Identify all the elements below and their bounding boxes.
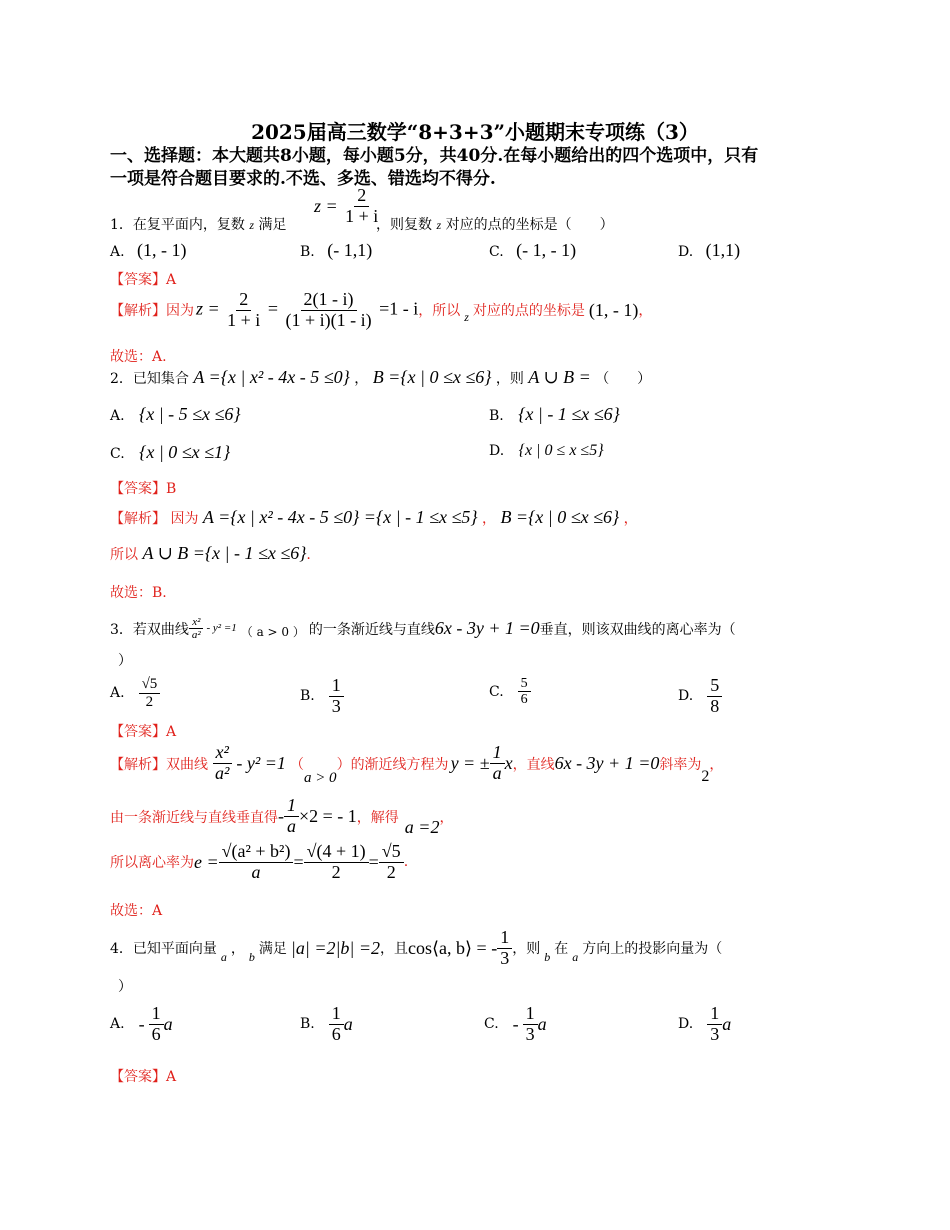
q4-vector-b: b <box>248 949 255 964</box>
q4-opt-d <box>678 1004 731 1045</box>
q1-formula <box>314 186 381 227</box>
q3-analysis-eccentricity <box>194 842 404 883</box>
q3-analysis-asym-x: x <box>504 753 513 773</box>
q1-opt-c <box>489 240 576 261</box>
q1-analysis-frac1-den: 1 + i <box>227 309 261 330</box>
q2-opt-d-value: {x | 0 ≤ x ≤5} <box>518 442 604 459</box>
q3-analysis-cond-r: ） <box>336 756 351 773</box>
q2-stem <box>110 367 651 388</box>
q3-hyperbola-rest: - y² =1 <box>206 622 237 635</box>
q4-opt-d-frac <box>707 1004 722 1045</box>
q4-stem-post2: 在 <box>554 941 569 958</box>
q3-opt-b-frac <box>329 676 344 717</box>
q4-opt-a-sign: - <box>138 1013 145 1034</box>
q1-analysis-eq: = <box>267 298 278 319</box>
q3-stem-pre: 3．若双曲线 <box>110 621 189 638</box>
q3-analysis-e-frac3 <box>379 842 404 883</box>
q3-opt-c-den: 6 <box>520 692 528 708</box>
q3-analysis-l2-frac <box>284 796 299 837</box>
q1-analysis-z: z = <box>196 298 220 319</box>
q3-analysis-e2-num: √(4 + 1) <box>304 842 369 863</box>
q3-analysis-e-frac1 <box>219 842 294 883</box>
q4-opt-d-den: 3 <box>710 1023 720 1044</box>
q1-analysis <box>110 290 652 331</box>
q2-analysis-label: 【解析】 <box>110 511 166 527</box>
q2-opt-c-value: {x | 0 ≤x ≤1} <box>139 442 231 462</box>
q1-analysis-label: 【解析】 <box>110 303 166 320</box>
q3-opt-a-den: 2 <box>145 693 154 710</box>
q1-opt-b-value: (- 1,1) <box>327 240 373 260</box>
q3-opt-d-label: D. <box>678 688 694 705</box>
q2-set-b: B ={x | 0 ≤x ≤6} <box>372 367 492 387</box>
q3-analysis-eq2: = <box>368 851 379 872</box>
q2-opt-b-label: B. <box>489 408 504 424</box>
q2-opt-d-label: D. <box>489 443 505 459</box>
q3-analysis-asym-den: a <box>492 763 502 783</box>
q1-analysis-result: =1 - i <box>379 298 419 319</box>
q3-analysis-line: 6x - 3y + 1 =0 <box>554 753 660 773</box>
q3-answer-label: 【答案】 <box>110 724 166 740</box>
q1-analysis-pre: 因为 <box>166 303 194 320</box>
q3-analysis-pre: 双曲线 <box>166 756 208 773</box>
q3-analysis-l2-result: a =2 <box>404 817 440 837</box>
q2-opt-c <box>110 442 230 463</box>
q3-analysis-e: e = <box>194 851 219 872</box>
q1-opt-a-label: A. <box>110 244 125 260</box>
q4-opt-a-den: 6 <box>151 1023 161 1044</box>
q2-analysis-pre: 因为 <box>170 511 199 527</box>
q3-opt-a-num: √5 <box>139 676 161 694</box>
q4-opt-b <box>300 1004 353 1045</box>
q1-choose-value: A. <box>152 349 167 365</box>
q3-hyperbola-num: x² <box>189 616 203 629</box>
q2-opt-a-label: A. <box>110 408 125 424</box>
q1-analysis-mid: ，所以 <box>418 303 461 320</box>
q3-analysis-line2 <box>110 795 453 838</box>
q2-choose-label: 故选： <box>110 585 152 601</box>
q1-opt-a-value: (1, - 1) <box>137 240 187 260</box>
q1-choose-label: 故选： <box>110 349 152 365</box>
q3-analysis-dot: . <box>403 854 409 871</box>
q4-cos-den: 3 <box>500 947 510 968</box>
q3-analysis-hyp-den: a² <box>215 763 230 783</box>
q4-opt-a-num: 1 <box>149 1004 164 1025</box>
q4-cos: cos⟨a, b⟩ = - <box>408 937 498 958</box>
q3-choose-value: A <box>152 903 163 919</box>
q3-analysis-cond: a > 0 <box>303 770 337 786</box>
q2-comma: ， <box>354 371 369 387</box>
q1-choose <box>110 346 167 366</box>
q4-opt-c-frac <box>523 1004 538 1045</box>
q4-opt-d-vec: a <box>722 1013 732 1034</box>
q1-var-z2: z <box>436 218 442 232</box>
q3-analysis-l2-mid: ，解得 <box>356 809 399 826</box>
q2-opt-c-label: C. <box>110 446 125 462</box>
q3-analysis-asym-frac <box>490 743 505 784</box>
q3-hyperbola-frac <box>189 616 204 641</box>
q2-answer-label: 【答案】 <box>110 481 166 497</box>
q3-choose <box>110 900 162 920</box>
q4-opt-a-vec: a <box>163 1013 173 1034</box>
q4-cos-num: 1 <box>497 928 512 949</box>
q1-formula-num: 2 <box>354 186 369 207</box>
q3-analysis-eq1: = <box>293 851 304 872</box>
q3-analysis-l2-num: 1 <box>284 796 299 817</box>
q1-stem-post2: 对应的点的坐标是（ ） <box>445 217 614 233</box>
q2-stem-post2: （ ） <box>595 371 652 387</box>
q3-analysis-e-frac2 <box>304 842 369 883</box>
q3-answer <box>110 721 176 741</box>
q1-var-z: z <box>249 218 255 232</box>
q3-opt-c-frac <box>518 676 531 708</box>
q2-opt-a-value: {x | - 5 ≤x ≤6} <box>139 404 241 424</box>
q3-choose-label: 故选： <box>110 903 152 919</box>
q4-cos-frac <box>497 928 512 969</box>
q3-analysis-l2-pre: 由一条渐近线与直线垂直得 <box>110 809 278 826</box>
q1-answer <box>110 269 176 289</box>
q2-choose <box>110 582 167 602</box>
q4-opt-b-den: 6 <box>331 1023 341 1044</box>
q2-opt-d <box>489 442 604 460</box>
q1-opt-c-label: C. <box>489 244 504 260</box>
q4-opt-c-den: 3 <box>525 1023 535 1044</box>
q3-opt-c <box>489 676 531 708</box>
q4-opt-a-frac <box>149 1004 164 1045</box>
q1-opt-b-label: B. <box>300 244 315 260</box>
q1-stem <box>110 214 287 234</box>
q3-answer-value: A <box>166 724 177 740</box>
q3-analysis-e1-num: √(a² + b²) <box>219 842 294 863</box>
q1-stem-pre: 1．在复平面内，复数 <box>110 217 245 233</box>
q3-line-eq: 6x - 3y + 1 =0 <box>434 618 540 639</box>
q1-analysis-frac1 <box>224 290 263 331</box>
q4-answer <box>110 1066 176 1086</box>
q1-answer-value: A <box>166 272 177 288</box>
q3-analysis-mid: 的渐近线方程为 <box>350 756 449 773</box>
q3-analysis-line3 <box>110 842 408 883</box>
q3-analysis-e3-den: 2 <box>386 861 396 882</box>
q3-analysis-e1-den: a <box>251 861 261 882</box>
q4-opt-c-vec: a <box>537 1013 547 1034</box>
q4-condition: |a| =2|b| =2 <box>290 937 381 958</box>
q3-opt-a <box>110 676 160 710</box>
q3-stem-close: ） <box>118 653 132 669</box>
q3-opt-b-num: 1 <box>329 676 344 697</box>
q3-analysis-end: ， <box>709 756 724 773</box>
q4-vector-a: a <box>220 949 227 964</box>
q4-opt-b-num: 1 <box>329 1004 344 1025</box>
q4-opt-c <box>484 1004 547 1045</box>
q1-analysis-frac2-num: 2(1 - i) <box>301 290 357 311</box>
q3-analysis-slope-label: 斜率为 <box>659 756 702 773</box>
q3-analysis-hyp-num: x² <box>213 743 232 764</box>
q1-opt-a <box>110 240 187 261</box>
q3-opt-b-den: 3 <box>331 695 341 716</box>
q1-analysis-formula <box>196 290 418 331</box>
q2-analysis-line2-pre: 所以 <box>110 547 138 563</box>
q3-opt-c-label: C. <box>489 683 504 700</box>
section-heading-line2: 一项是符合题目要求的.不选、多选、错选均不得分. <box>110 169 496 189</box>
q3-hyperbola <box>189 616 237 641</box>
q2-analysis-end: ， <box>623 511 638 527</box>
q4-sep: ， <box>230 941 245 958</box>
q4-answer-value: A <box>166 1069 177 1085</box>
q2-answer <box>110 478 176 498</box>
section-heading-line1: 一、选择题：本大题共8小题，每小题5分，共40分.在每小题给出的四个选项中，只有 <box>110 146 759 166</box>
q4-opt-c-sign: - <box>512 1013 519 1034</box>
q1-analysis-frac1-num: 2 <box>236 290 251 311</box>
q3-analysis-asymptote <box>451 743 513 784</box>
q4-opt-b-frac <box>329 1004 344 1045</box>
q3-analysis-hyperbola <box>212 743 286 784</box>
q3-analysis-l2-end: ， <box>439 809 454 826</box>
q4-answer-label: 【答案】 <box>110 1069 166 1085</box>
q3-opt-d-den: 8 <box>710 695 720 716</box>
q3-opt-b <box>300 676 344 717</box>
q2-union: A ∪ B = <box>528 367 591 387</box>
q3-analysis-l3-pre: 所以离心率为 <box>110 855 194 872</box>
q3-analysis-mid2: ，直线 <box>512 756 555 773</box>
q3-analysis-l2-rest: ×2 = - 1 <box>299 806 357 826</box>
q3-analysis-e2-den: 2 <box>331 861 341 882</box>
q3-stem <box>110 616 736 641</box>
q3-analysis-hyp-frac <box>212 743 232 784</box>
q2-stem-pre: 2．已知集合 <box>110 371 189 387</box>
q1-opt-d-label: D. <box>678 244 694 260</box>
q3-analysis-asym-num: 1 <box>490 743 505 764</box>
q4-opt-c-label: C. <box>484 1016 499 1033</box>
q1-opt-d-value: (1,1) <box>705 240 741 260</box>
q2-opt-a <box>110 404 241 425</box>
q3-stem-post: 垂直，则该双曲线的离心率为（ <box>539 621 736 638</box>
q2-analysis-line2 <box>110 543 311 564</box>
q2-analysis-set-a: A ={x | x² - 4x - 5 ≤0} ={x | - 1 ≤x ≤5} <box>202 507 478 527</box>
q3-opt-d <box>678 676 722 717</box>
q4-opt-b-vec: a <box>343 1013 353 1034</box>
q3-opt-c-num: 5 <box>518 676 531 692</box>
q2-opt-b <box>489 404 620 425</box>
q1-analysis-z2: z <box>464 309 469 324</box>
q3-hyperbola-den: a² <box>191 629 201 642</box>
q1-analysis-post: 对应的点的坐标是 <box>472 303 585 320</box>
q3-condition: （ a > 0 ） <box>240 625 305 640</box>
q1-analysis-frac2-den: (1 + i)(1 - i) <box>285 309 372 330</box>
q1-stem-mid: 满足 <box>258 217 287 233</box>
q3-analysis-slope-value: 2 <box>701 767 710 785</box>
q3-analysis-l2-expr <box>278 796 357 837</box>
q1-stem-post: ，则复数 <box>376 217 432 233</box>
q4-stem-close: ） <box>118 979 132 995</box>
q3-analysis-hyp-rest: - y² =1 <box>236 753 286 773</box>
q1-answer-label: 【答案】 <box>110 272 166 288</box>
q1-formula-lhs: z = <box>314 195 338 216</box>
q2-stem-post: ，则 <box>495 371 524 387</box>
q4-opt-d-num: 1 <box>707 1004 722 1025</box>
q2-analysis-set-b: B ={x | 0 ≤x ≤6} <box>500 507 620 527</box>
q1-opt-c-value: (- 1, - 1) <box>516 240 577 260</box>
q2-analysis-dot: . <box>306 547 311 563</box>
q3-opt-b-label: B. <box>300 688 315 705</box>
q3-analysis-l2-den: a <box>287 816 296 836</box>
q3-opt-a-label: A. <box>110 685 125 701</box>
q4-opt-a <box>110 1004 173 1045</box>
q2-answer-value: B <box>166 481 177 497</box>
q3-opt-d-num: 5 <box>707 676 722 697</box>
q2-opt-b-value: {x | - 1 ≤x ≤6} <box>518 404 620 424</box>
q3-opt-d-frac <box>707 676 722 717</box>
q4-opt-d-label: D. <box>678 1016 694 1033</box>
q3-analysis-l2-neg: - <box>278 806 284 826</box>
q3-opt-a-frac <box>139 676 161 710</box>
q4-stem-pre: 4．已知平面向量 <box>110 941 217 958</box>
q4-stem-mid2: ，且 <box>380 941 409 958</box>
page-title: 2025届高三数学“8+3+3”小题期末专项练（3） <box>251 120 699 144</box>
q4-vector-b2: b <box>544 949 551 964</box>
q2-choose-value: B. <box>152 585 167 601</box>
q3-analysis-label: 【解析】 <box>110 756 166 773</box>
q4-opt-b-label: B. <box>300 1016 315 1033</box>
q4-opt-c-num: 1 <box>523 1004 538 1025</box>
q4-stem-mid: 满足 <box>258 941 287 958</box>
q4-stem <box>110 928 722 969</box>
q3-analysis <box>110 740 723 787</box>
q3-analysis-asym-lhs: y = ± <box>450 753 490 773</box>
q2-analysis-comma: ， <box>481 511 496 527</box>
q1-opt-b <box>300 240 372 261</box>
q3-analysis-cond-l: （ <box>289 756 304 773</box>
q4-vector-a2: a <box>572 949 579 964</box>
q1-analysis-frac2 <box>282 290 374 331</box>
q3-analysis-e3-num: √5 <box>379 842 404 863</box>
q4-stem-post: ，则 <box>512 941 541 958</box>
q1-analysis-point: (1, - 1) <box>588 299 639 320</box>
q2-set-a: A ={x | x² - 4x - 5 ≤0} <box>193 367 350 387</box>
q1-stem-tail <box>376 214 614 234</box>
q4-cos-expr <box>408 928 512 969</box>
q1-opt-d <box>678 240 740 261</box>
q2-analysis <box>110 507 638 528</box>
q4-opt-a-label: A. <box>110 1016 125 1033</box>
q4-stem-post3: 方向上的投影向量为（ <box>582 941 723 958</box>
q1-formula-den: 1 + i <box>345 205 379 226</box>
q1-analysis-end: ， <box>638 303 653 320</box>
q2-analysis-union: A ∪ B ={x | - 1 ≤x ≤6} <box>142 543 307 563</box>
q3-stem-mid: 的一条渐近线与直线 <box>308 621 435 638</box>
